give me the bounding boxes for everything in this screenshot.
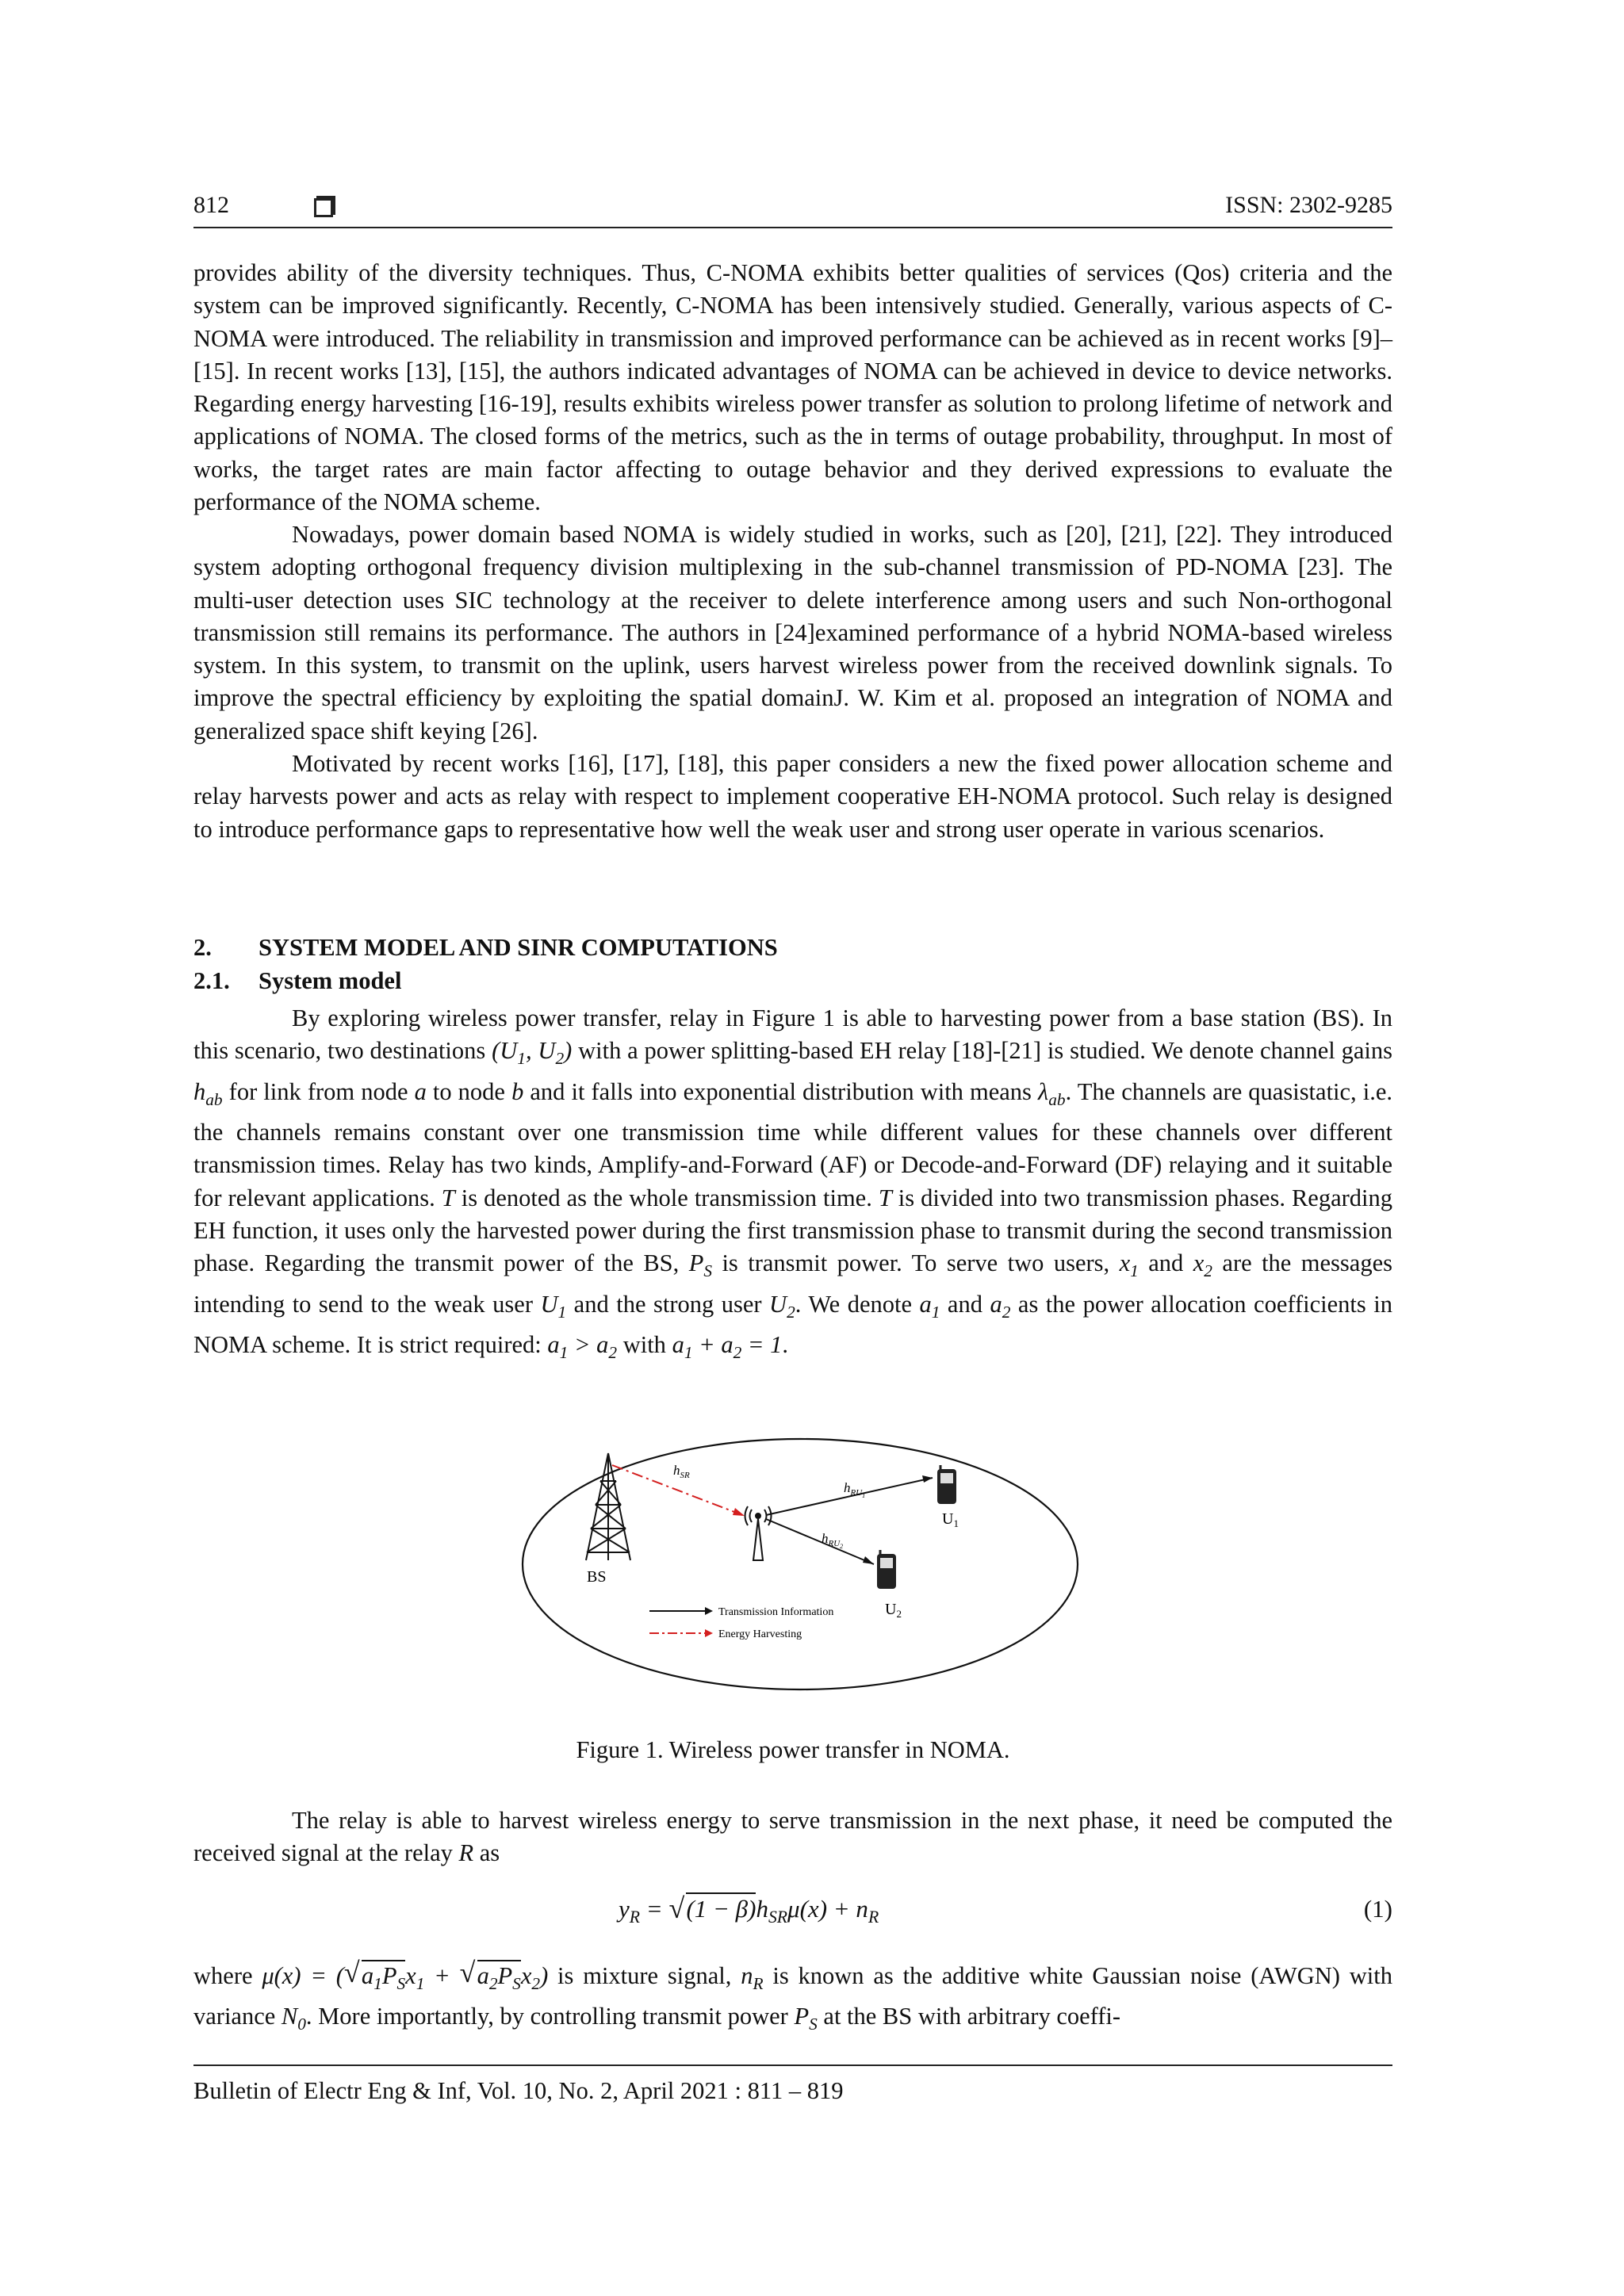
figure-1 — [519, 1433, 1082, 1695]
subsection-number: 2.1. — [193, 967, 230, 994]
legend-eh-arrowhead — [705, 1629, 713, 1637]
page-number: 812 — [193, 192, 229, 218]
section-heading — [193, 934, 778, 962]
tx-link-u2 — [766, 1519, 874, 1564]
where-paragraph: where μ(x) = (√ $a_1P_Sx_1$ + √ $a_2P_Sx_2$) is mixture signal, $n_R$ is known as the additive white Gaussian noise (AWGN) with variance $N_0$. More importantly, by controlling transmit power $P_S$ at the BS with arbitrary coeffi- — [193, 1960, 1392, 2042]
running-header — [193, 187, 1392, 228]
page-footer: Bulletin of Electr Eng & Inf, Vol. 10, No. 2, April 2021 : 811 – 819 — [193, 2064, 1392, 2105]
label-bs: BS — [587, 1568, 607, 1586]
figure-caption: Figure 1. Wireless power transfer in NOMA. — [576, 1736, 1010, 1763]
subsection-title: System model — [259, 967, 402, 994]
label-h-ru2: $h_{RU}2$ — [822, 1531, 844, 1550]
intro-paragraph-3: Motivated by recent works [16], [17], [18], this paper considers a new the fixed power allocation scheme and relay harvests power and acts as relay with respect to implement cooperative EH-NOMA protocol. Such relay is designed to introduce performance gaps to representative how well the weak user and strong user operate in various scenarios. — [193, 750, 1392, 843]
system-model-paragraph: By exploring wireless power transfer, relay in Figure 1 is able to harvesting power from a base station (BS). In this scenario, two destinations ($U_1$, $U_2$) with a power splitting-based EH relay [18]-[21] is studied. We denote channel gains $h_{ab}$ for link from node a to node b and it falls into exponential distribution with means $\lambda_{ab}$. The channels are quasistatic, i.e. the channels remains constant over one transmission time while different values for these channels over different transmission times. Relay has two kinds, Amplify-and-Forward (AF) or Decode-and-Forward (DF) relaying and it suitable for relevant applications. T is denoted as the whole transmission time. T is divided into two transmission phases. Regarding EH function, it uses only the harvested power during the first transmission phase to transmit during the second transmission phase. Regarding the transmit power of the BS, $P_S$ is transmit power. To serve two users, $x_1$ and $x_2$ are the messages intending to send to the weak user $U_1$ and the strong user $U_2$. We denote $a_1$ and $a_2$ as the power allocation coefficients in NOMA scheme. It is strict required: $a_1 > a_2$ with $a_1 + a_2 = 1$. — [193, 1004, 1393, 1363]
section-number: 2. — [193, 934, 212, 961]
legend-eh-label: Energy Harvesting — [718, 1628, 802, 1640]
label-h-sr: $h_{SR}$ — [673, 1463, 690, 1480]
legend-tx-arrowhead — [705, 1607, 713, 1615]
legend — [649, 1606, 833, 1640]
tx-arrowhead-u2 — [863, 1556, 874, 1564]
label-h-ru1: $h_{RU}1$ — [844, 1480, 866, 1499]
equation-number: (1) — [1363, 1895, 1392, 1923]
bs-tower-icon — [586, 1453, 630, 1560]
after-figure-paragraph: The relay is able to harvest wireless energy to serve transmission in the next phase, it need be computed the received signal at the relay R as — [193, 1807, 1392, 1867]
system-diagram — [519, 1433, 1082, 1695]
coverage-ellipse — [523, 1439, 1078, 1689]
label-u2: $U_2$ — [885, 1601, 902, 1620]
subsection-heading — [193, 967, 401, 995]
tx-arrowhead-u1 — [922, 1475, 933, 1483]
legend-tx-label: Transmission Information — [718, 1606, 834, 1618]
section-title: SYSTEM MODEL AND SINR COMPUTATIONS — [259, 934, 778, 961]
equation-1-body: $y_R$ = √ $(1 - \beta)h_{SR}\mu(x) + n_R$ — [619, 1895, 879, 1927]
equation-1 — [193, 1895, 1392, 1934]
square-marker-icon — [314, 198, 333, 217]
issn: ISSN: 2302-9285 — [1225, 192, 1392, 218]
u2-phone-icon — [877, 1550, 896, 1589]
intro-paragraph-1: provides ability of the diversity techniques. Thus, C-NOMA exhibits better qualities of services (Qos) criteria and the system can be improved significantly. Recently, C-NOMA has been intensively studied. Generally, various aspects of C-NOMA were introduced. The reliability in transmission and improved performance can be achieved as in recent works [9]–[15]. In recent works [13], [15], the authors indicated advantages of NOMA can be achieved in device to device networks. Regarding energy harvesting [16-19], results exhibits wireless power transfer as solution to prolong lifetime of network and applications of NOMA. The closed forms of the metrics, such as the in terms of outage probability, throughput. In most of works, the target rates are main factor affecting to outage behavior and they derived expressions to evaluate the performance of the NOMA scheme. — [193, 259, 1392, 516]
intro-paragraph-2: Nowadays, power domain based NOMA is widely studied in works, such as [20], [21], [22]. They introduced system adopting orthogonal frequency division multiplexing in the sub-channel transmission of PD-NOMA [23]. The multi-user detection uses SIC technology at the receiver to delete interference among users and such Non-orthogonal transmission still remains its performance. The authors in [24]examined performance of a hybrid NOMA-based wireless system. In this system, to transmit on the uplink, users harvest wireless power from the received downlink signals. To improve the spectral efficiency by exploiting the spatial domainJ. W. Kim et al. proposed an integration of NOMA and generalized space shift keying [26]. — [193, 521, 1392, 744]
energy-arrowhead — [733, 1508, 745, 1516]
u1-phone-icon — [937, 1465, 956, 1504]
label-u1: $U_1$ — [942, 1510, 959, 1529]
